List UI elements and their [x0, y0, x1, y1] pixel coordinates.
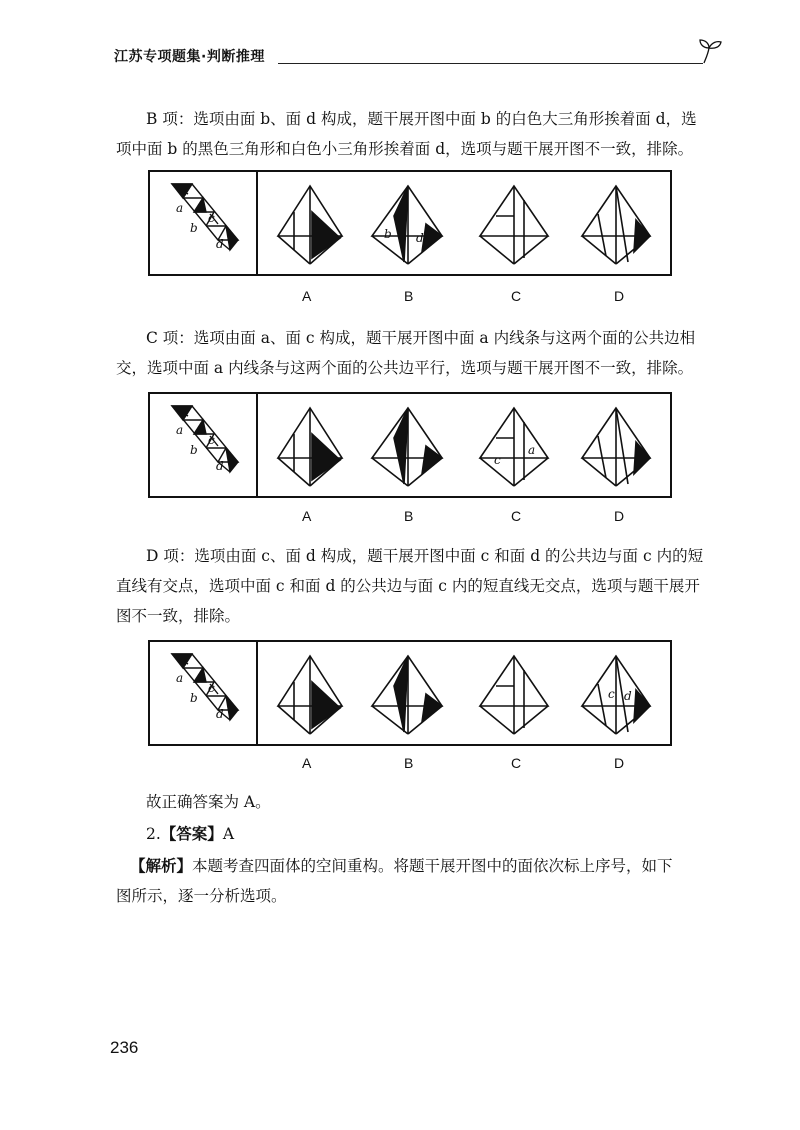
net-label-d: d	[216, 237, 224, 251]
figure-c	[148, 392, 672, 498]
option-b-tetrahedron	[372, 408, 442, 486]
answer-tag: 【答案】	[160, 824, 223, 843]
text-line: D 项：选项由面 c、面 d 构成，题干展开图中面 c 和面 d 的公共边与面 c 内的短	[146, 547, 704, 565]
text-line: C 项：选项由面 a、面 c 构成，题干展开图中面 a 内线条与这两个面的公共边相	[146, 329, 696, 347]
option-d-tetrahedron	[582, 408, 650, 486]
net-label-b: b	[190, 443, 198, 457]
figure-b-option-labels	[148, 288, 672, 308]
figure-b-drawing	[150, 172, 674, 278]
option-label-d: D	[614, 288, 625, 304]
text-line: 故正确答案为 A。	[146, 793, 271, 811]
figure-d-option-labels	[148, 755, 672, 775]
option-label-c: C	[511, 288, 522, 304]
option-d-tetrahedron	[582, 186, 650, 264]
text-line: 项中面 b 的黑色三角形和白色小三角形挨着面 d，选项与题干展开图不一致，排除。	[116, 140, 694, 158]
option-label-a: A	[302, 508, 312, 524]
analysis-text	[116, 851, 716, 911]
net-label-d: d	[216, 707, 224, 721]
option-face-label-d: d	[624, 689, 632, 703]
option-label-a: A	[302, 288, 312, 304]
net-label-a: a	[176, 423, 184, 437]
page-number: 236	[110, 1038, 139, 1057]
analysis-line-2: 图所示，逐一分析选项。	[116, 887, 287, 905]
option-a-tetrahedron	[278, 186, 342, 264]
option-label-c: C	[511, 508, 522, 524]
option-label-b: B	[404, 508, 414, 524]
conclusion-text	[116, 787, 716, 817]
option-d-tetrahedron	[582, 656, 650, 734]
option-c-tetrahedron	[480, 408, 548, 486]
option-label-d: D	[614, 508, 625, 524]
net-label-a: a	[176, 201, 184, 215]
option-a-tetrahedron	[278, 408, 342, 486]
section-c-text	[116, 323, 716, 383]
option-face-label-c: c	[494, 453, 501, 467]
option-label-b: B	[404, 288, 414, 304]
option-c-tetrahedron	[480, 186, 548, 264]
option-face-label-b: b	[384, 227, 392, 241]
net-label-c: c	[208, 433, 215, 447]
figure-d	[148, 640, 672, 746]
text-line	[116, 819, 716, 849]
text-line: 交，选项中面 a 内线条与这两个面的公共边平行，选项与题干展开图不一致，排除。	[116, 359, 694, 377]
option-b-tetrahedron	[372, 656, 442, 734]
option-b-tetrahedron	[372, 186, 442, 264]
answer-value: A	[222, 825, 235, 843]
question-number: 2.	[146, 825, 161, 843]
net-label-c: c	[208, 681, 215, 695]
text-line	[116, 851, 716, 881]
option-label-a: A	[302, 755, 312, 771]
question-2-answer	[116, 819, 716, 849]
net-label-c: c	[208, 211, 215, 225]
option-c-tetrahedron	[480, 656, 548, 734]
header-rule	[278, 63, 703, 64]
option-label-c: C	[511, 755, 522, 771]
analysis-line-1: 本题考查四面体的空间重构。将题干展开图中的面依次标上序号，如下	[192, 857, 673, 875]
text-line: B 项：选项由面 b、面 d 构成，题干展开图中面 b 的白色大三角形挨着面 d，选	[146, 110, 697, 128]
option-face-label-a: a	[528, 443, 536, 457]
net-label-b: b	[190, 221, 198, 235]
text-line: 直线有交点，选项中面 c 和面 d 的公共边与面 c 内的短直线无交点，选项与题干展开	[116, 577, 700, 595]
option-a-tetrahedron	[278, 656, 342, 734]
figure-b	[148, 170, 672, 276]
tetrahedron-net	[172, 184, 238, 250]
net-label-a: a	[176, 671, 184, 685]
sprout-leaf-icon	[696, 36, 724, 66]
running-header	[100, 36, 720, 66]
option-label-d: D	[614, 755, 625, 771]
figure-c-option-labels	[148, 508, 672, 528]
net-label-b: b	[190, 691, 198, 705]
header-title: 江苏专项题集·判断推理	[114, 49, 265, 65]
figure-c-drawing	[150, 394, 674, 500]
tetrahedron-net	[172, 406, 238, 472]
analysis-tag: 【解析】	[130, 856, 193, 875]
text-line: 图不一致，排除。	[116, 607, 241, 625]
option-label-b: B	[404, 755, 414, 771]
section-d-text	[116, 541, 716, 631]
tetrahedron-net	[172, 654, 238, 720]
section-b-text	[116, 104, 716, 164]
net-label-d: d	[216, 459, 224, 473]
option-face-label-c: c	[608, 687, 615, 701]
figure-d-drawing	[150, 642, 674, 748]
option-face-label-d: d	[416, 231, 424, 245]
